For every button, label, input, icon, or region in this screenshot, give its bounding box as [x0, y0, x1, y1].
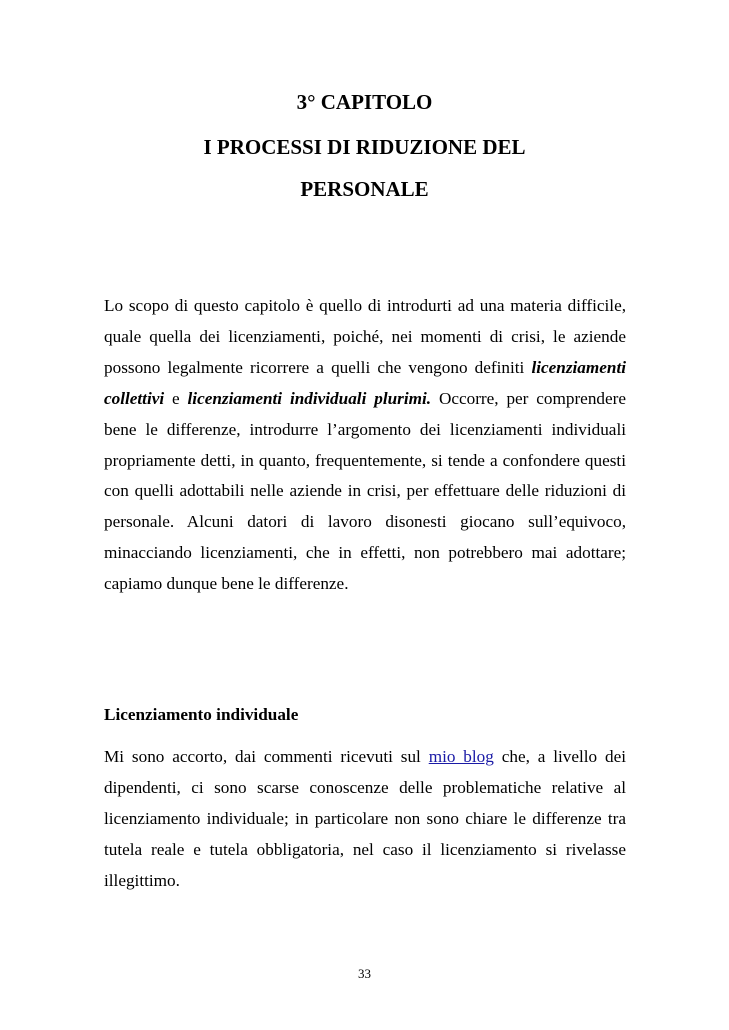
- chapter-title-line-2: PERSONALE: [300, 177, 429, 201]
- intro-text-end: Occorre, per comprendere bene le differenze, introdurre l’argomento dei licenziamenti individuali propriamente detti, in quanto, frequentemente, si tende a confondere questi con quelli adottabili nelle aziende in crisi, per effettuare delle riduzioni di personale. Alcuni datori di lavoro disonesti giocano sull’equivoco, minacciando licenziamenti, che in effetti, non potrebbero mai adottare; capiamo dunque bene le differenze.: [104, 388, 626, 594]
- intro-connector: e: [164, 388, 188, 408]
- chapter-number: 3° CAPITOLO: [296, 90, 433, 114]
- intro-text-start: Lo scopo di questo capitolo è quello di introdurti ad una materia difficile, quale quella dei licenziamenti, poiché, nei momenti di crisi, le aziende possono legalmente ricorrere a quelli che vengono definiti: [104, 296, 626, 377]
- term-licenziamenti-individuali-plurimi: licenziamenti individuali plurimi.: [187, 388, 432, 408]
- intro-paragraph: [104, 291, 626, 600]
- section-paragraph: [104, 742, 626, 897]
- section-text-end: che, a livello dei dipendenti, ci sono scarse conoscenze delle problematiche relative al licenziamento individuale; in particolare non sono chiare le differenze tra tutela reale e tutela obbligatoria, nel caso il licenziamento si rivelasse illegittimo.: [104, 747, 626, 890]
- term-licenziamenti-collettivi: licenziamenti collettivi: [104, 357, 626, 408]
- section-text-start: Mi sono accorto, dai commenti ricevuti sul: [104, 747, 429, 766]
- section-heading: Licenziamento individuale: [104, 705, 299, 724]
- blog-link[interactable]: mio blog: [428, 747, 494, 766]
- page-number: 33: [358, 966, 371, 981]
- chapter-title-line-1: I PROCESSI DI RIDUZIONE DEL: [203, 135, 526, 159]
